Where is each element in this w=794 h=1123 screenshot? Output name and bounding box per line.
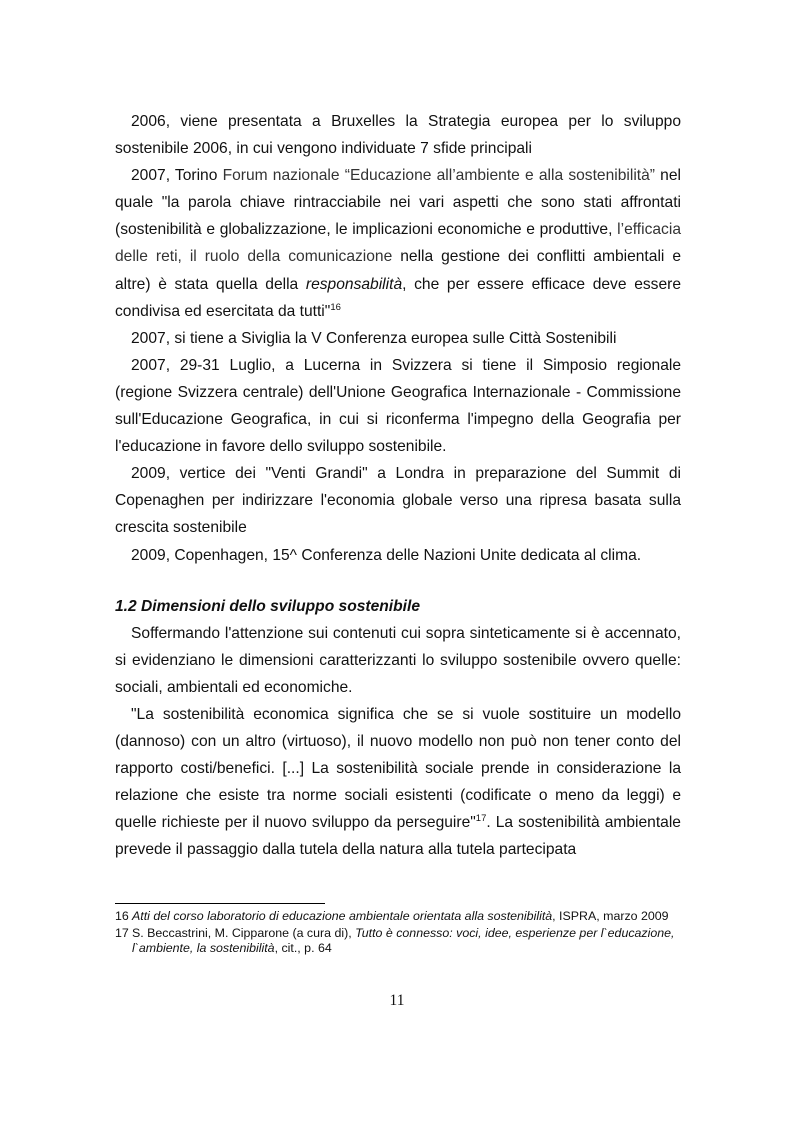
forum-title: Forum nazionale “Educazione all’ambiente e alla sostenibilità” (222, 167, 655, 185)
text: . La sostenibilità ambientale prevede il passaggio dalla tutela della natura alla tutela partecipata (115, 814, 681, 859)
paragraph-2009-copenhagen: 2009, Copenhagen, 15^ Conferenza delle Nazioni Unite dedicata al clima. (131, 546, 642, 564)
footnote-16 (115, 909, 695, 925)
footnote-text: S. Beccastrini, M. Cipparone (a cura di), (132, 925, 356, 940)
text: , che per essere efficace deve essere condivisa ed esercitata da tutti" (115, 275, 681, 320)
text-light: l’efficacia delle reti, il ruolo della comunicazione (115, 221, 681, 266)
footnote-separator (115, 903, 325, 904)
text: nel quale "la parola chiave rintracciabile nei vari aspetti che sono stati affrontati (sostenibilità e globalizzazione, le implicazioni economiche e produttive, (115, 167, 681, 239)
footnote-text: , cit., p. 64 (274, 941, 332, 955)
footnote-17 (115, 926, 695, 957)
footnote-number: 17 (115, 925, 129, 940)
quote-text: "La sostenibilità economica significa che se si vuole sostituire un modello (dannoso) con un altro (virtuoso), il nuovo modello non può non tener conto del rapporto costi/benefici. [...] La sostenibilità sociale prende in considerazione la relazione che esiste tra norme sociali esistenti (codificate o meno da leggi) e quelle richieste per il nuovo sviluppo da perseguire" (115, 705, 681, 832)
footnote-ref-16[interactable]: 16 (330, 301, 341, 313)
footnote-title: Atti del corso laboratorio di educazione ambientale orientata alla sostenibilità (132, 909, 553, 923)
paragraph-quote (115, 701, 681, 864)
page-number: 11 (389, 992, 405, 1009)
paragraph-2007-lucerna: 2007, 29-31 Luglio, a Lucerna in Svizzera si tiene il Simposio regionale (regione Svizzera centrale) dell'Unione Geografica Internazionale - Commissione sull'Educazione Geografica, in cui si riconferma l'impegno della Geografia per l'educazione in favore dello sviluppo sostenibile. (115, 356, 681, 456)
page-body (115, 108, 681, 864)
footnote-ref-17[interactable]: 17 (475, 813, 487, 825)
text: 2007, Torino (131, 167, 223, 185)
footnote-title: Tutto è connesso: voci, idee, esperienze per l`educazione, l`ambiente, la sostenibilità (132, 925, 675, 955)
paragraph-2006: 2006, viene presentata a Bruxelles la Strategia europea per lo sviluppo sostenibile 2006, in cui vengono individuate 7 sfide principali (115, 113, 681, 158)
footnotes (115, 909, 695, 958)
paragraph-2007-torino (115, 162, 681, 325)
text: nella gestione dei conflitti ambientali e altre) è stata quella della (115, 248, 681, 293)
emphasis: responsabilità (305, 275, 403, 293)
footnote-number: 16 (115, 909, 129, 923)
footnote-text: , ISPRA, marzo 2009 (552, 909, 669, 923)
paragraph-2009-londra: 2009, vertice dei "Venti Grandi" a Londra in preparazione del Summit di Copenaghen per indirizzare l'economia globale verso una ripresa basata sulla crescita sostenibile (115, 465, 681, 537)
paragraph-2007-siviglia: 2007, si tiene a Siviglia la V Conferenza europea sulle Città Sostenibili (131, 329, 617, 347)
section-heading: 1.2 Dimensioni dello sviluppo sostenibile (115, 597, 421, 615)
paragraph-dimensions: Soffermando l'attenzione sui contenuti cui sopra sinteticamente si è accennato, si evidenziano le dimensioni caratterizzanti lo sviluppo sostenibile ovvero quelle: sociali, ambientali ed economiche. (115, 624, 681, 696)
